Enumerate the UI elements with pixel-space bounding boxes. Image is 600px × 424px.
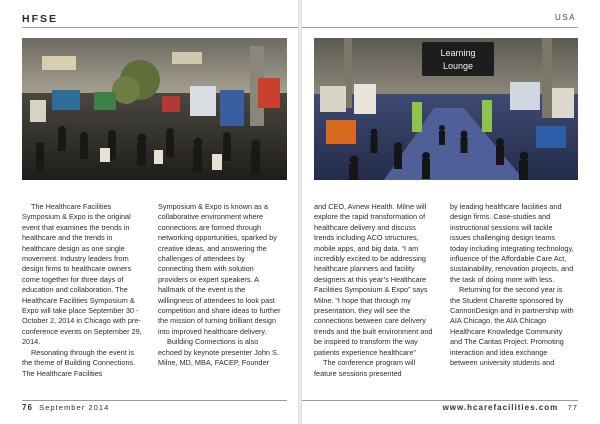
- footer-rule-right: [302, 400, 578, 401]
- article-paragraph: Building Connections is also echoed by keynote presenter John S. Milne, MD, MBA, FACEP, Founder: [158, 337, 279, 368]
- article-paragraph: and CEO, Avnew Health. Milne will explore the rapid transformation of healthcare delivery and discuss trends including ACO structures, mobile apps, and big data. “I am incredibly excited to be addressing healthcare planners and facility designers at this year’s Healthcare Facilities Symposium & Expo” says Milne. “I hope that through my presentation, they will see the connections between care delivery trends and the built environment and be inspired to transform the way patients experience healthcare”: [314, 202, 433, 357]
- header-rule-left: [22, 27, 298, 28]
- article-paragraph: The Healthcare Facilities Symposium & Expo is the original event that examines the trends in healthcare and the trends in healthcare design as one single movement. Industry leaders from design firms to healthcare owners come together for three days of education and collaboration. The Healthcare Facilities Symposium & Expo will take place September 30 - October 2, 2014 in Chicago with pre-conference events on September 29, 2014.: [22, 202, 142, 347]
- right-folio: [443, 403, 578, 412]
- header-rule-right: [302, 27, 578, 28]
- learning-lounge-image: [314, 38, 578, 180]
- article-paragraph: by leading healthcare facilities and design firms. Case-studies and instructional sessions will tackle issues challenging design teams today including integrating technology, influence of the Affordable Care Act, sustainability, renovation projects, and the task of doing more with less.: [450, 202, 574, 284]
- left-folio: [22, 403, 109, 412]
- article-paragraph: Returning for the second year is the Student Charette sponsored by CannonDesign and in partnership with AIA Chicago, the AIA Chicago Healthcare Knowledge Community and The Caritas Project. Promoting interaction and idea exchange between university students and: [450, 285, 574, 368]
- article-column-1: [22, 202, 146, 379]
- exhibit-hall-photo-left: [22, 38, 287, 180]
- exhibit-hall-photo-right: [314, 38, 578, 180]
- right-page-number: 77: [567, 403, 578, 412]
- right-page: [302, 0, 600, 424]
- region-label: USA: [555, 13, 576, 22]
- left-page-number: 76: [22, 403, 33, 412]
- article-paragraph: Symposium & Expo is known as a collaborative environment where connections are formed through networking opportunities, sparked by creative ideas, and answering the challenges of attendees by connecting them with solution providers or expert speakers. A hallmark of the event is the willingness of attendees to look past competition and share ideas to further the mission of turning brilliant design into improved healthcare delivery.: [158, 202, 281, 336]
- article-column-3: [314, 202, 438, 379]
- article-column-4: [450, 202, 574, 369]
- sign-line-2: Lounge: [442, 61, 474, 71]
- sign-line-1: Learning: [440, 48, 476, 58]
- footer-rule-left: [22, 400, 287, 401]
- issue-date: September 2014: [39, 403, 110, 412]
- left-page: [0, 0, 298, 424]
- article-paragraph: The conference program will feature sessions presented: [314, 358, 416, 378]
- article-paragraph: Resonating through the event is the theme of Building Connections. The Healthcare Facilities: [22, 347, 136, 378]
- exhibit-hall-image: [22, 38, 287, 180]
- website-url: www.hcarefacilities.com: [442, 403, 559, 412]
- brand-logo: HFSE: [22, 13, 59, 25]
- article-column-2: [158, 202, 282, 369]
